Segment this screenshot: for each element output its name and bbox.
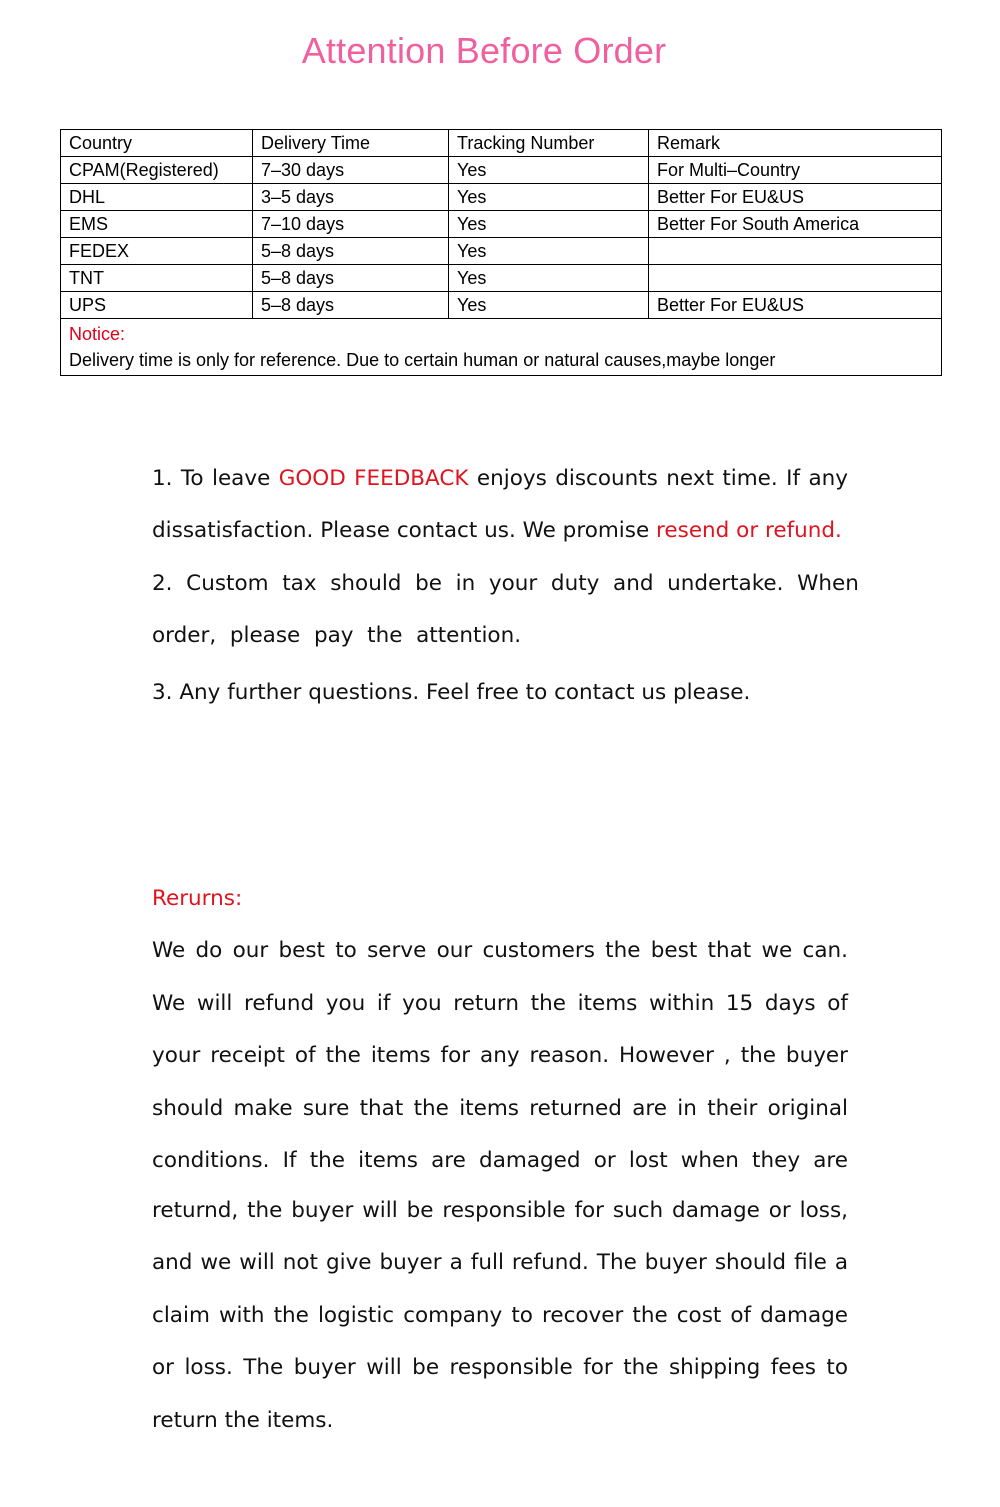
returns-section — [152, 883, 848, 1437]
returns-line: returnd, the buyer will be responsible for such damage or loss, — [152, 1197, 848, 1223]
text: dissatisfaction. Please contact us. We promise — [152, 518, 657, 543]
shipping-table — [60, 129, 942, 376]
cell-country: UPS — [61, 292, 253, 319]
attention-item-1-line-2 — [152, 515, 848, 547]
cell-tracking: Yes — [449, 211, 649, 238]
table-row — [61, 238, 942, 265]
cell-country: EMS — [61, 211, 253, 238]
cell-delivery-time: 3–5 days — [253, 184, 449, 211]
table-row — [61, 157, 942, 184]
text: enjoys discounts next time. If any — [468, 466, 848, 491]
attention-item-3-line: 3. Any further questions. Feel free to contact us please. — [152, 680, 751, 705]
good-feedback-highlight: GOOD FEEDBACK — [278, 466, 469, 491]
attention-item-3 — [152, 677, 848, 709]
cell-country: CPAM(Registered) — [61, 157, 253, 184]
table-row — [61, 292, 942, 319]
header-delivery-time: Delivery Time — [253, 130, 449, 157]
cell-tracking: Yes — [449, 157, 649, 184]
returns-line: and we will not give buyer a full refund. The buyer should file a — [152, 1250, 848, 1275]
returns-line: should make sure that the items returned are in their original — [152, 1095, 848, 1121]
attention-item-2-line-1: 2. Custom tax should be in your duty and undertake. When — [152, 571, 859, 596]
notice-text: Delivery time is only for reference. Due to certain human or natural causes,maybe longer — [69, 350, 776, 370]
cell-tracking: Yes — [449, 238, 649, 265]
cell-delivery-time: 7–10 days — [253, 211, 449, 238]
returns-heading: Rerurns: — [152, 886, 243, 911]
header-tracking-number: Tracking Number — [449, 130, 649, 157]
resend-refund-highlight: resend or refund. — [656, 518, 842, 543]
notice-cell — [61, 319, 942, 376]
cell-delivery-time: 5–8 days — [253, 265, 449, 292]
header-country: Country — [61, 130, 253, 157]
cell-remark: For Multi–Country — [649, 157, 942, 184]
text: 1. To leave — [152, 466, 279, 491]
notice-row — [61, 319, 942, 376]
cell-tracking: Yes — [449, 292, 649, 319]
cell-remark: Better For South America — [649, 211, 942, 238]
cell-delivery-time: 5–8 days — [253, 292, 449, 319]
cell-delivery-time: 7–30 days — [253, 157, 449, 184]
notice-label: Notice: — [69, 324, 126, 344]
cell-country: DHL — [61, 184, 253, 211]
returns-line: or loss. The buyer will be responsible for the shipping fees to — [152, 1355, 848, 1380]
table-row — [61, 211, 942, 238]
returns-line: your receipt of the items for any reason. However , the buyer — [152, 1043, 848, 1068]
page-title: Attention Before Order — [301, 30, 667, 71]
cell-country: TNT — [61, 265, 253, 292]
table-row — [61, 184, 942, 211]
cell-remark — [649, 265, 942, 292]
cell-remark — [649, 238, 942, 265]
returns-line: We do our best to serve our customers the best that we can. — [152, 938, 848, 963]
attention-item-1 — [152, 463, 848, 547]
attention-item-2-line-2: order, please pay the attention. — [152, 623, 522, 648]
cell-remark: Better For EU&US — [649, 184, 942, 211]
cell-tracking: Yes — [449, 265, 649, 292]
cell-delivery-time: 5–8 days — [253, 238, 449, 265]
returns-line: return the items. — [152, 1407, 334, 1433]
returns-line: claim with the logistic company to recover the cost of damage — [152, 1302, 848, 1328]
returns-line: conditions. If the items are damaged or lost when they are — [152, 1148, 848, 1173]
returns-line: We will refund you if you return the items within 15 days of — [152, 990, 848, 1016]
cell-tracking: Yes — [449, 184, 649, 211]
cell-remark: Better For EU&US — [649, 292, 942, 319]
attention-item-1-line-1 — [152, 463, 848, 495]
cell-country: FEDEX — [61, 238, 253, 265]
table-row — [61, 265, 942, 292]
table-header-row — [61, 130, 942, 157]
attention-item-2 — [152, 568, 859, 652]
header-remark: Remark — [649, 130, 942, 157]
